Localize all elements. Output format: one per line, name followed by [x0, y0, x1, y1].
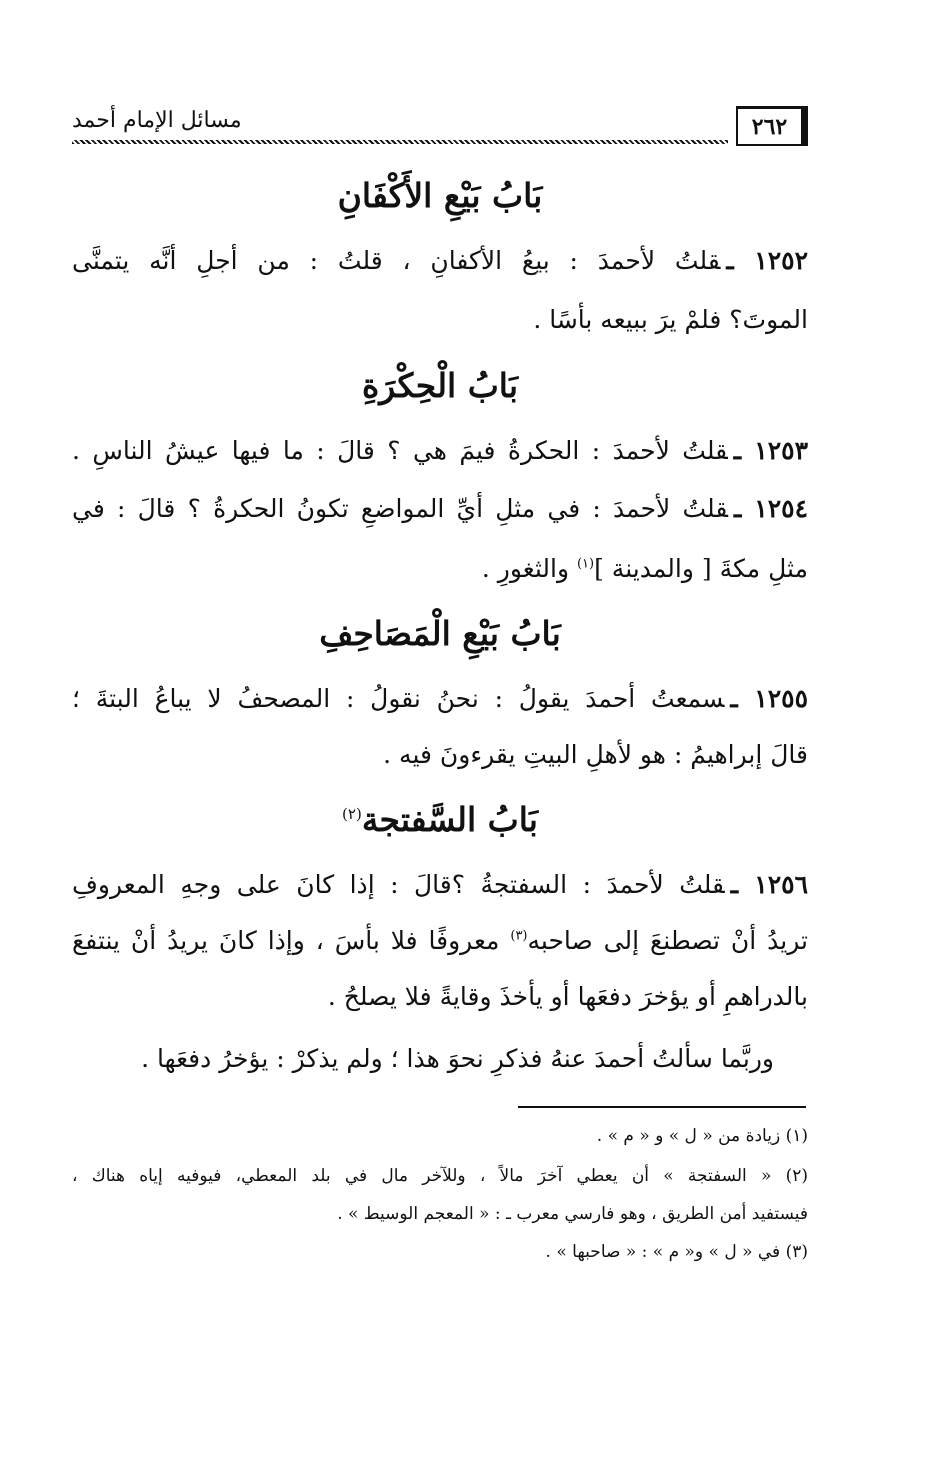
entry-number: ١٢٥٤ ـ: [733, 494, 808, 523]
page-number: ٢٦٢: [736, 106, 808, 146]
chapter-title: بَابُ الْحِكْرَةِ: [361, 366, 519, 405]
line-text: بالدراهمِ أو يؤخرَ دفعَها أو يأخذَ وقايةً فلا يصلحُ .: [327, 982, 808, 1011]
paragraph-line: [72, 494, 808, 523]
paragraph-line: [72, 1044, 808, 1073]
header-rule: [72, 140, 728, 144]
entry-number: ١٢٥٢ ـ: [726, 246, 808, 275]
entry-number: ١٢٥٥ ـ: [730, 684, 808, 713]
line-text: قلتُ لأحمدَ : السفتجةُ ؟قالَ : إذا كانَ على وجهِ المعروفِ: [72, 870, 725, 899]
paragraph-line: [72, 684, 808, 713]
footnote: (٢) « السفتجة » أن يعطي آخرَ مالاً ، وللآخر مال في بلد المعطي، فيوفيه إياه هناك ،: [72, 1166, 808, 1186]
footnote-rule: [518, 1106, 806, 1108]
line-text: مثلِ مكةَ [ والمدينة ]: [594, 554, 808, 583]
line-text: قلتُ لأحمدَ : في مثلِ أيِّ المواضعِ تكونُ الحكرةُ ؟ قالَ : في: [72, 494, 728, 523]
paragraph-line: [72, 436, 808, 465]
chapter-title-text: بَابُ السَّفتجة: [361, 800, 538, 839]
line-text: معروفًا فلا بأسَ ، وإذا كانَ يريدُ أنْ ينتفعَ: [72, 926, 511, 955]
chapter-title: بَابُ بَيْعِ الْمَصَاحِفِ: [319, 614, 561, 653]
footnote: (٣) في « ل » و« م » : « صاحبها » .: [545, 1242, 808, 1262]
paragraph-line: [72, 554, 808, 583]
line-text: الموتَ؟ فلمْ يرَ ببيعه بأسًا .: [533, 305, 808, 334]
footnote: (١) زيادة من « ل » و « م » .: [596, 1126, 808, 1146]
line-text: والثغورِ .: [481, 554, 577, 583]
footnote-ref: (٣): [510, 928, 528, 944]
line-text: قالَ إبراهيمُ : هو لأهلِ البيتِ يقرءونَ فيه .: [383, 740, 808, 769]
book-title: مسائل الإمام أحمد: [72, 108, 242, 133]
line-text: قلتُ لأحمدَ : بيعُ الأكفانِ ، قلتُ : من أجلِ أنَّه يتمنَّى: [72, 246, 721, 275]
paragraph-line: [72, 926, 808, 955]
running-header: [72, 96, 808, 154]
paragraph-line: [72, 246, 808, 275]
chapter-title: بَابُ بَيْعِ الأَكْفَانِ: [337, 176, 543, 215]
footnote: فيستفيد أمن الطريق ، وهو فارسي معرب ـ : « المعجم الوسيط » .: [337, 1204, 808, 1224]
footnote-ref: (٢): [342, 805, 362, 823]
line-text: تريدُ أنْ تصطنعَ إلى صاحبه: [527, 926, 808, 955]
line-text: وربَّما سألتُ أحمدَ عنهُ فذكرِ نحوَ هذا ؛ ولم يذكرْ : يؤخرُ دفعَها .: [141, 1044, 774, 1073]
footnote-ref: (١): [576, 556, 595, 572]
line-text: قلتُ لأحمدَ : الحكرةُ فيمَ هي ؟ قالَ : ما فيها عيشُ الناسِ .: [72, 436, 728, 465]
paragraph-line: [72, 870, 808, 899]
paragraph-line: [72, 740, 808, 769]
entry-number: ١٢٥٣ ـ: [733, 436, 808, 465]
entry-number: ١٢٥٦ ـ: [730, 870, 808, 899]
chapter-title: [72, 800, 808, 839]
line-text: سمعتُ أحمدَ يقولُ : نحنُ نقولُ : المصحفُ لا يباعُ البتةَ ؛: [72, 684, 725, 713]
paragraph-line: [72, 982, 808, 1011]
paragraph-line: [72, 305, 808, 334]
